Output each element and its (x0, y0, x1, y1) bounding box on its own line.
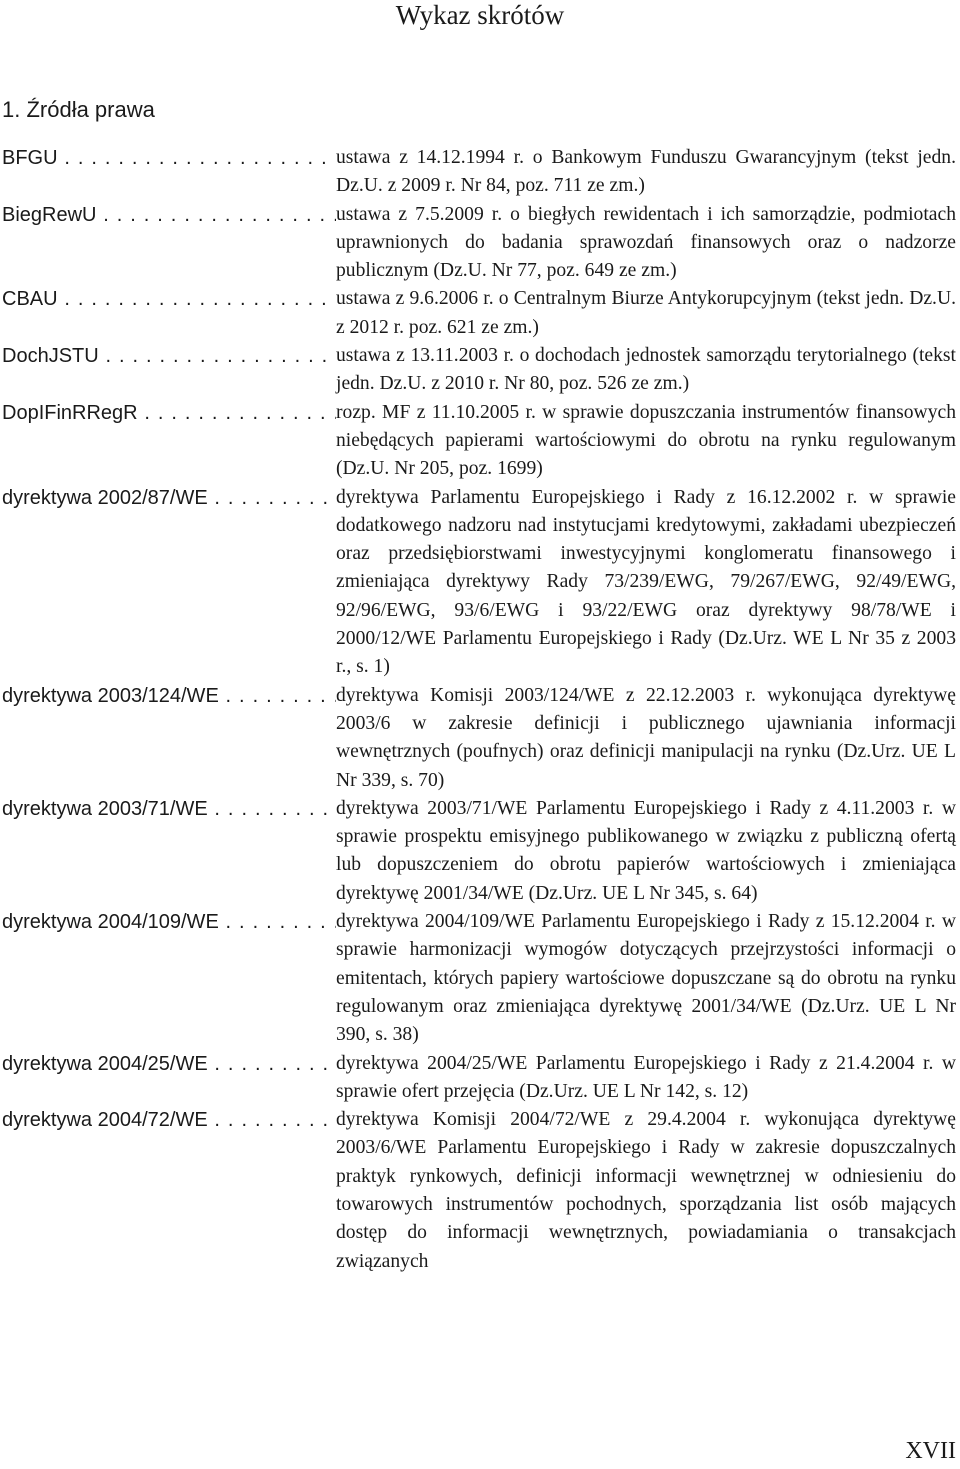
abbreviation-description: dyrektywa 2004/109/WE Parlamentu Europejskiego i Rady z 15.12.2004 r. w sprawie harmonizacji wymogów dotyczących przejrzystości informacji o emitentach, których papiery wartościowe dopuszczane są do obrotu na rynku regulowanym oraz zmieniająca dyrektywę 2001/34/WE (Dz.Urz. UE L Nr 390, s. 38) (336, 911, 956, 1046)
abbreviation: BiegRewU . . . (2, 201, 336, 229)
abbreviation: dyrektywa 2004/72/WE . . . (2, 1106, 336, 1134)
abbreviation-list (2, 144, 956, 1276)
list-item-dopifinrregr (2, 399, 956, 484)
abbreviation-description: dyrektywa Komisji 2003/124/WE z 22.12.2003 r. wykonująca dyrektywę 2003/6 w zakresie definicji i publicznego ujawniania informacji wewnętrznych (poufnych) oraz definicji manipulacji na rynku (Dz.Urz. UE L Nr 339, s. 70) (336, 684, 956, 791)
abbreviation: dyrektywa 2004/109/WE . . . (2, 908, 336, 936)
list-item-dyrektywa-2003-71-we (2, 795, 956, 908)
abbreviation-description: ustawa z 9.6.2006 r. o Centralnym Biurze Antykorupcyjnym (tekst jedn. Dz.U. z 2012 r. poz. 621 ze zm.) (336, 288, 956, 338)
abbreviation-description: dyrektywa 2004/25/WE Parlamentu Europejskiego i Rady z 21.4.2004 r. w sprawie ofert przejęcia (Dz.Urz. UE L Nr 142, s. 12) (336, 1052, 956, 1102)
list-item-dyrektywa-2004-25-we (2, 1050, 956, 1107)
list-item-dyrektywa-2002-87-we (2, 484, 956, 682)
abbreviation-description: rozp. MF z 11.10.2005 r. w sprawie dopuszczania instrumentów finansowych niebędących papierami wartościowymi do obrotu na rynku regulowanym (Dz.U. Nr 205, poz. 1699) (336, 401, 956, 480)
list-item-dochjstu (2, 342, 956, 399)
abbreviation: BFGU . . . (2, 144, 336, 172)
abbreviation-description: ustawa z 13.11.2003 r. o dochodach jednostek samorządu terytorialnego (tekst jedn. Dz.U. z 2010 r. Nr 80, poz. 526 ze zm.) (336, 345, 956, 395)
abbreviation-description: ustawa z 14.12.1994 r. o Bankowym Funduszu Gwarancyjnym (tekst jedn. Dz.U. z 2009 r. Nr 84, poz. 711 ze zm.) (336, 147, 956, 197)
abbreviation: DopIFinRRegR . . . (2, 399, 336, 427)
abbreviation-description: dyrektywa Parlamentu Europejskiego i Rady z 16.12.2002 r. w sprawie dodatkowego nadzoru nad instytucjami kredytowymi, zakładami ubezpieczeń oraz przedsiębiorstwami inwestycyjnymi konglomeratu finansowego i zmieniająca dyrektywy Rady 73/239/EWG, 79/267/EWG, 92/49/EWG, 92/96/EWG, 93/6/EWG i 93/22/EWG oraz dyrektywy 98/78/WE i 2000/12/WE Parlamentu Europejskiego i Rady (Dz.Urz. WE L Nr 35 z 2003 r., s. 1) (336, 486, 956, 678)
abbreviation-description: dyrektywa 2003/71/WE Parlamentu Europejskiego i Rady z 4.11.2003 r. w sprawie prospektu emisyjnego publikowanego w związku z publiczną ofertą lub dopuszczeniem do obrotu papierów wartościowych i zmieniająca dyrektywę 2001/34/WE (Dz.Urz. UE L Nr 345, s. 64) (336, 797, 956, 904)
list-item-dyrektywa-2003-124-we (2, 682, 956, 795)
abbreviation: dyrektywa 2002/87/WE . . . (2, 484, 336, 512)
abbreviation: dyrektywa 2003/124/WE . . . (2, 682, 336, 710)
page-title: Wykaz skrótów (395, 0, 565, 30)
page-number: XVII (905, 1438, 956, 1464)
list-item-biegrewu (2, 201, 956, 286)
abbreviation-description: ustawa z 7.5.2009 r. o biegłych rewidentach i ich samorządzie, podmiotach uprawnionych do badania sprawozdań finansowych oraz o nadzorze publicznym (Dz.U. Nr 77, poz. 649 ze zm.) (336, 203, 956, 282)
list-item-dyrektywa-2004-109-we (2, 908, 956, 1049)
list-item-cbau (2, 285, 956, 342)
abbreviation: dyrektywa 2003/71/WE . . . (2, 795, 336, 823)
abbreviation-description: dyrektywa Komisji 2004/72/WE z 29.4.2004 r. wykonująca dyrektywę 2003/6/WE Parlamentu Europejskiego i Rady w zakresie dopuszczalnych praktyk rynkowych, definicji informacji wewnętrznej w odniesieniu do towarowych instrumentów pochodnych, sporządzania list osób mających dostęp do informacji wewnętrznych, powiadamiania o transakcjach związanych (336, 1109, 956, 1272)
list-item-bfgu (2, 144, 956, 201)
abbreviation: dyrektywa 2004/25/WE . . . (2, 1050, 336, 1078)
section-heading: 1. Źródła prawa (2, 97, 155, 122)
abbreviation: DochJSTU . . . (2, 342, 336, 370)
list-item-dyrektywa-2004-72-we (2, 1106, 956, 1276)
abbreviation: CBAU . . . (2, 285, 336, 313)
